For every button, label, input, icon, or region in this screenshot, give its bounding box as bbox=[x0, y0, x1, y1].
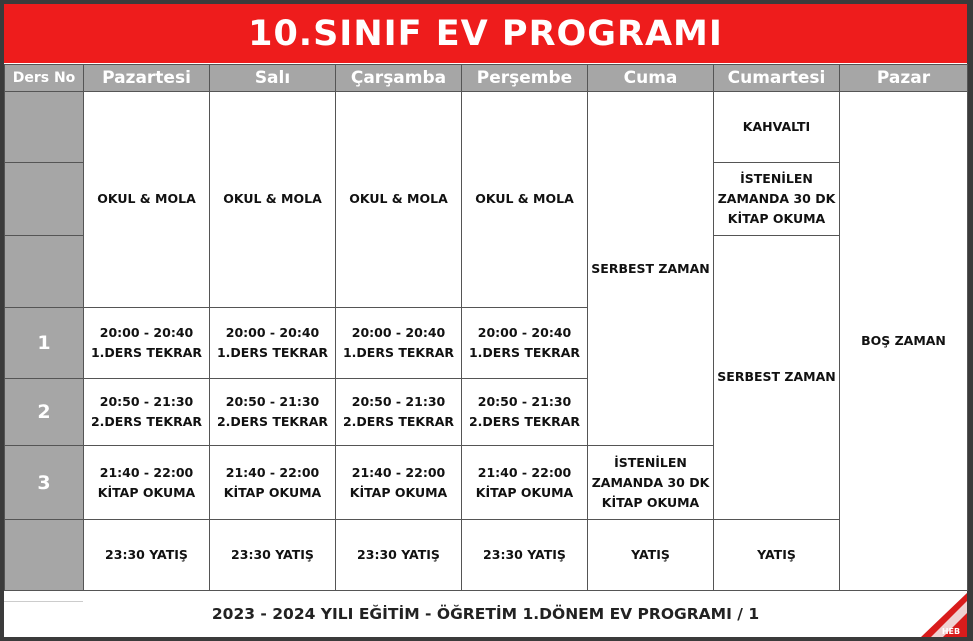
cell-line: KİTAP OKUMA bbox=[727, 210, 826, 226]
cell-line: KİTAP OKUMA bbox=[601, 494, 700, 510]
table-row bbox=[5, 519, 968, 590]
row-number: 3 bbox=[5, 446, 84, 519]
cell-ders1 bbox=[84, 307, 210, 378]
cell-yatis: 23:30 YATIŞ bbox=[84, 519, 210, 590]
cell-time: 20:00 - 20:40 bbox=[351, 325, 446, 341]
header-day: Perşembe bbox=[462, 65, 588, 92]
cell-line: ZAMANDA 30 DK bbox=[717, 190, 836, 206]
cell-line: İSTENİLEN bbox=[614, 454, 687, 470]
header-day: Pazartesi bbox=[84, 65, 210, 92]
cell-ders3 bbox=[84, 446, 210, 519]
cell-time: 20:50 - 21:30 bbox=[351, 394, 446, 410]
cell-time: 21:40 - 22:00 bbox=[351, 464, 446, 480]
cell-ders1 bbox=[336, 307, 462, 378]
header-day: Pazar bbox=[840, 65, 968, 92]
cell-cumartesi-kitap bbox=[714, 163, 840, 235]
heb-logo-icon bbox=[921, 593, 967, 637]
cell-cuma-serbest: SERBEST ZAMAN bbox=[588, 92, 714, 446]
cell-okul-mola: OKUL & MOLA bbox=[210, 92, 336, 308]
cell-time: 21:40 - 22:00 bbox=[225, 464, 320, 480]
header-row bbox=[5, 65, 968, 92]
cell-label: KİTAP OKUMA bbox=[97, 484, 196, 500]
schedule-table bbox=[4, 64, 968, 591]
cell-label: 2.DERS TEKRAR bbox=[342, 414, 455, 430]
row-number bbox=[5, 163, 84, 235]
cell-ders3 bbox=[462, 446, 588, 519]
cell-label: KİTAP OKUMA bbox=[223, 484, 322, 500]
cell-label: KİTAP OKUMA bbox=[349, 484, 448, 500]
cell-time: 21:40 - 22:00 bbox=[477, 464, 572, 480]
cell-okul-mola: OKUL & MOLA bbox=[84, 92, 210, 308]
table-row bbox=[5, 92, 968, 163]
cell-label: 2.DERS TEKRAR bbox=[90, 414, 203, 430]
cell-label: 2.DERS TEKRAR bbox=[216, 414, 329, 430]
cell-time: 21:40 - 22:00 bbox=[99, 464, 194, 480]
cell-yatis: 23:30 YATIŞ bbox=[336, 519, 462, 590]
cell-ders2 bbox=[336, 379, 462, 446]
cell-kahvalti: KAHVALTI bbox=[714, 92, 840, 163]
header-day: Çarşamba bbox=[336, 65, 462, 92]
page-title: 10.SINIF EV PROGRAMI bbox=[4, 4, 967, 63]
cell-time: 20:50 - 21:30 bbox=[225, 394, 320, 410]
cell-label: 1.DERS TEKRAR bbox=[90, 345, 203, 361]
cell-ders1 bbox=[462, 307, 588, 378]
schedule-sheet bbox=[4, 4, 967, 637]
cell-label: KİTAP OKUMA bbox=[475, 484, 574, 500]
cell-time: 20:50 - 21:30 bbox=[477, 394, 572, 410]
cell-label: 1.DERS TEKRAR bbox=[216, 345, 329, 361]
cell-bos-zaman: BOŞ ZAMAN bbox=[840, 92, 968, 591]
cell-label: 2.DERS TEKRAR bbox=[468, 414, 581, 430]
cell-ders3 bbox=[336, 446, 462, 519]
header-ders-no: Ders No bbox=[5, 65, 84, 92]
row-number: 1 bbox=[5, 307, 84, 378]
cell-yatis: 23:30 YATIŞ bbox=[462, 519, 588, 590]
svg-text:HEB: HEB bbox=[941, 627, 961, 636]
cell-cuma-yatis: YATIŞ bbox=[588, 519, 714, 590]
cell-ders2 bbox=[84, 379, 210, 446]
row-number bbox=[5, 235, 84, 307]
cell-ders2 bbox=[462, 379, 588, 446]
footer-divider bbox=[4, 601, 83, 602]
row-number: 2 bbox=[5, 379, 84, 446]
cell-label: 1.DERS TEKRAR bbox=[342, 345, 455, 361]
cell-time: 20:00 - 20:40 bbox=[477, 325, 572, 341]
row-number bbox=[5, 92, 84, 163]
cell-cumartesi-serbest: SERBEST ZAMAN bbox=[714, 235, 840, 519]
cell-label: 1.DERS TEKRAR bbox=[468, 345, 581, 361]
cell-okul-mola: OKUL & MOLA bbox=[336, 92, 462, 308]
header-day: Cuma bbox=[588, 65, 714, 92]
cell-time: 20:00 - 20:40 bbox=[99, 325, 194, 341]
cell-yatis: 23:30 YATIŞ bbox=[210, 519, 336, 590]
cell-ders1 bbox=[210, 307, 336, 378]
cell-time: 20:50 - 21:30 bbox=[99, 394, 194, 410]
cell-ders3 bbox=[210, 446, 336, 519]
header-day: Salı bbox=[210, 65, 336, 92]
cell-time: 20:00 - 20:40 bbox=[225, 325, 320, 341]
footer bbox=[4, 593, 967, 637]
cell-line: ZAMANDA 30 DK bbox=[591, 474, 710, 490]
cell-ders2 bbox=[210, 379, 336, 446]
row-number bbox=[5, 519, 84, 590]
cell-cumartesi-yatis: YATIŞ bbox=[714, 519, 840, 590]
cell-cuma-kitap bbox=[588, 446, 714, 519]
footer-caption: 2023 - 2024 YILI EĞİTİM - ÖĞRETİM 1.DÖNEM EV PROGRAMI / 1 bbox=[211, 605, 760, 623]
cell-okul-mola: OKUL & MOLA bbox=[462, 92, 588, 308]
header-day: Cumartesi bbox=[714, 65, 840, 92]
cell-line: İSTENİLEN bbox=[740, 170, 813, 186]
